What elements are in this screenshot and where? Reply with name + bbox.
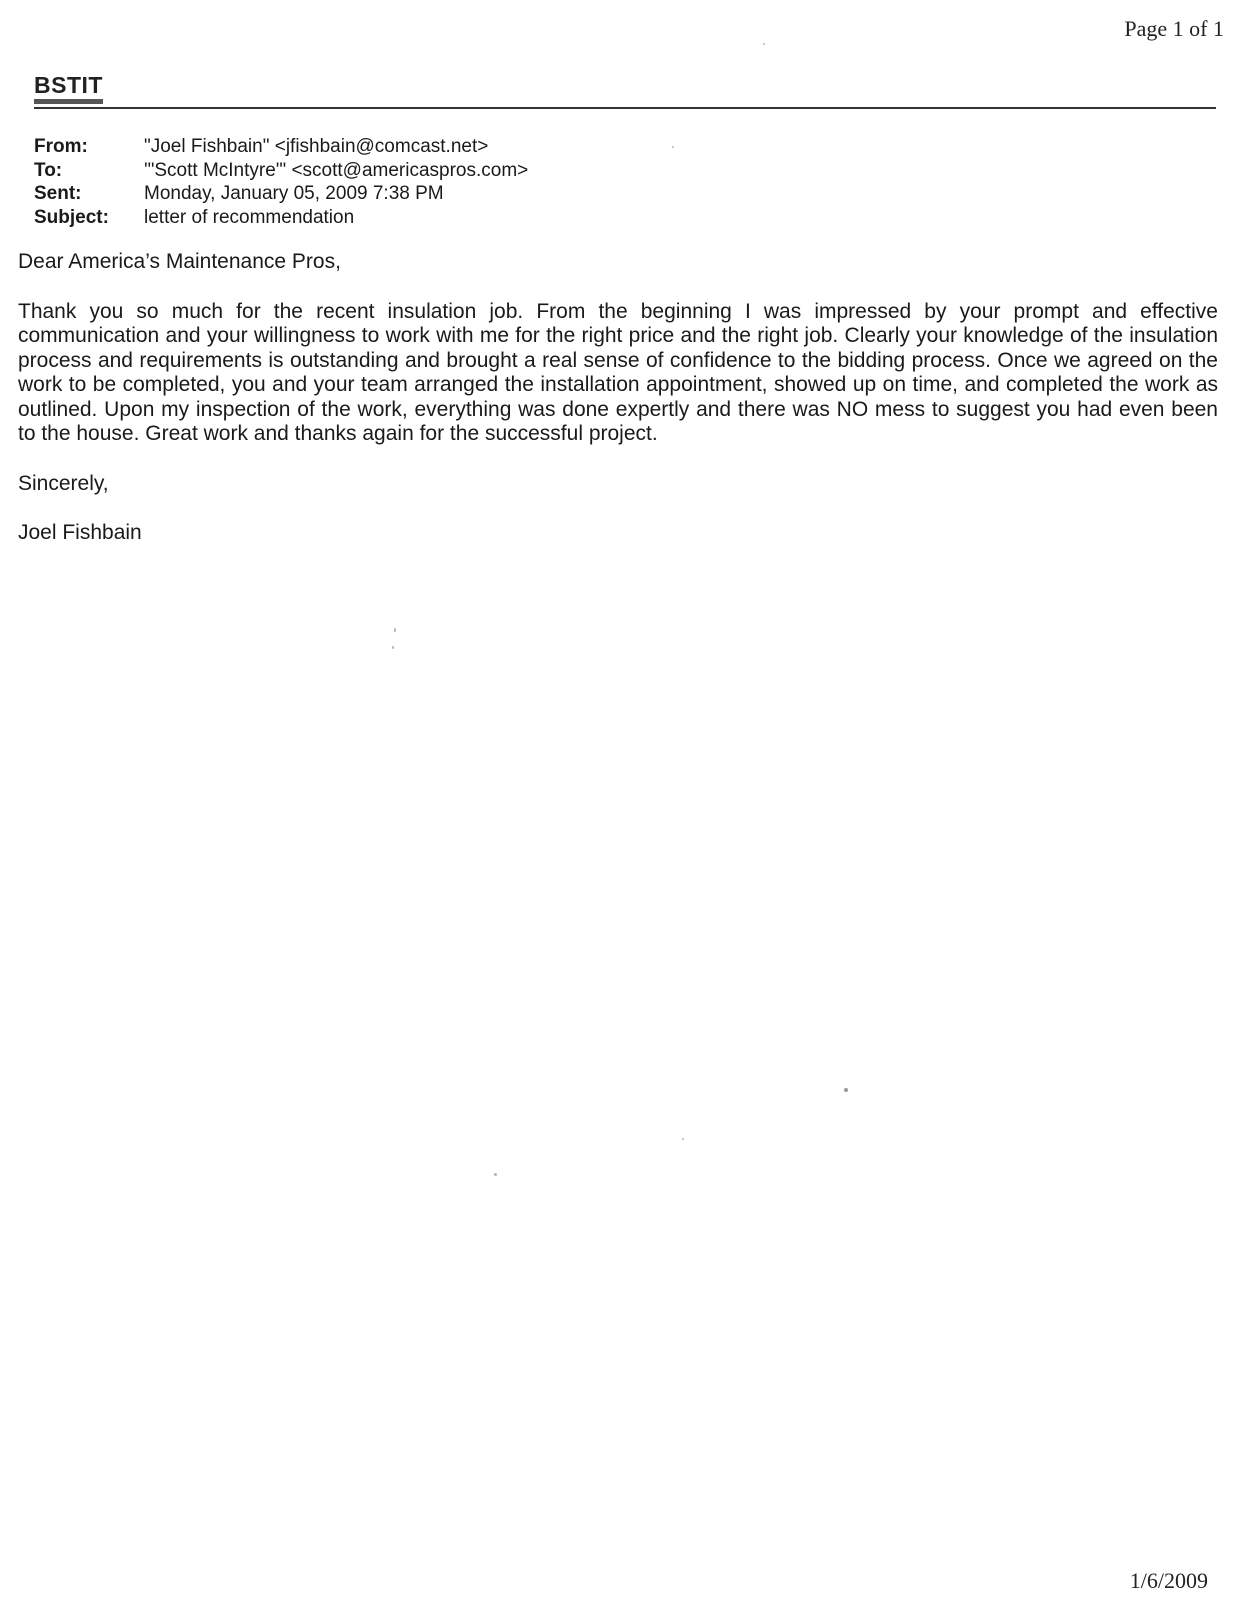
scan-speck xyxy=(494,1173,497,1176)
scan-speck xyxy=(672,146,674,148)
header-row-subject xyxy=(34,206,528,230)
organization-header xyxy=(34,72,1216,104)
signature-name: Joel Fishbain xyxy=(18,521,142,544)
header-divider xyxy=(34,107,1216,109)
header-label: Sent: xyxy=(34,183,82,204)
header-label: To: xyxy=(34,159,63,181)
header-value-sent: Monday, January 05, 2009 7:38 PM xyxy=(144,183,444,204)
page-number: Page 1 of 1 xyxy=(1124,16,1224,41)
header-label: From: xyxy=(34,136,88,157)
header-value-subject: letter of recommendation xyxy=(144,206,355,228)
scan-speck xyxy=(844,1088,848,1092)
closing: Sincerely, xyxy=(18,471,109,495)
letter-body xyxy=(18,250,1218,571)
header-value-to: '"Scott McIntyre'" <scott@americaspros.com> xyxy=(144,159,529,181)
header-row-from xyxy=(34,135,528,159)
header-row-to xyxy=(34,159,528,183)
footer-date: 1/6/2009 xyxy=(1129,1568,1208,1593)
header-label: Subject: xyxy=(34,206,109,228)
salutation: Dear America’s Maintenance Pros, xyxy=(18,250,341,273)
header-row-sent xyxy=(34,182,528,206)
scan-speck xyxy=(763,43,765,45)
scan-speck xyxy=(392,646,394,649)
organization-name: BSTIT xyxy=(34,72,103,104)
header-value-from: "Joel Fishbain" <jfishbain@comcast.net> xyxy=(144,136,489,157)
scan-speck xyxy=(394,628,396,632)
email-headers xyxy=(34,135,528,229)
letter-paragraph: Thank you so much for the recent insulation job. From the beginning I was impressed by your prompt and effective communication and your willingness to work with me for the right price and the right job. Clearly your knowledge of the insulation process and requirements is outstanding and brought a real sense of confidence to the bidding process. Once we agreed on the work to be completed, you and your team arranged the installation appointment, showed up on time, and completed the work as outlined. Upon my inspection of the work, everything was done expertly and there was NO mess to suggest you had even been to the house. Great work and thanks again for the successful project. xyxy=(18,299,1218,445)
scan-speck xyxy=(682,1138,684,1140)
